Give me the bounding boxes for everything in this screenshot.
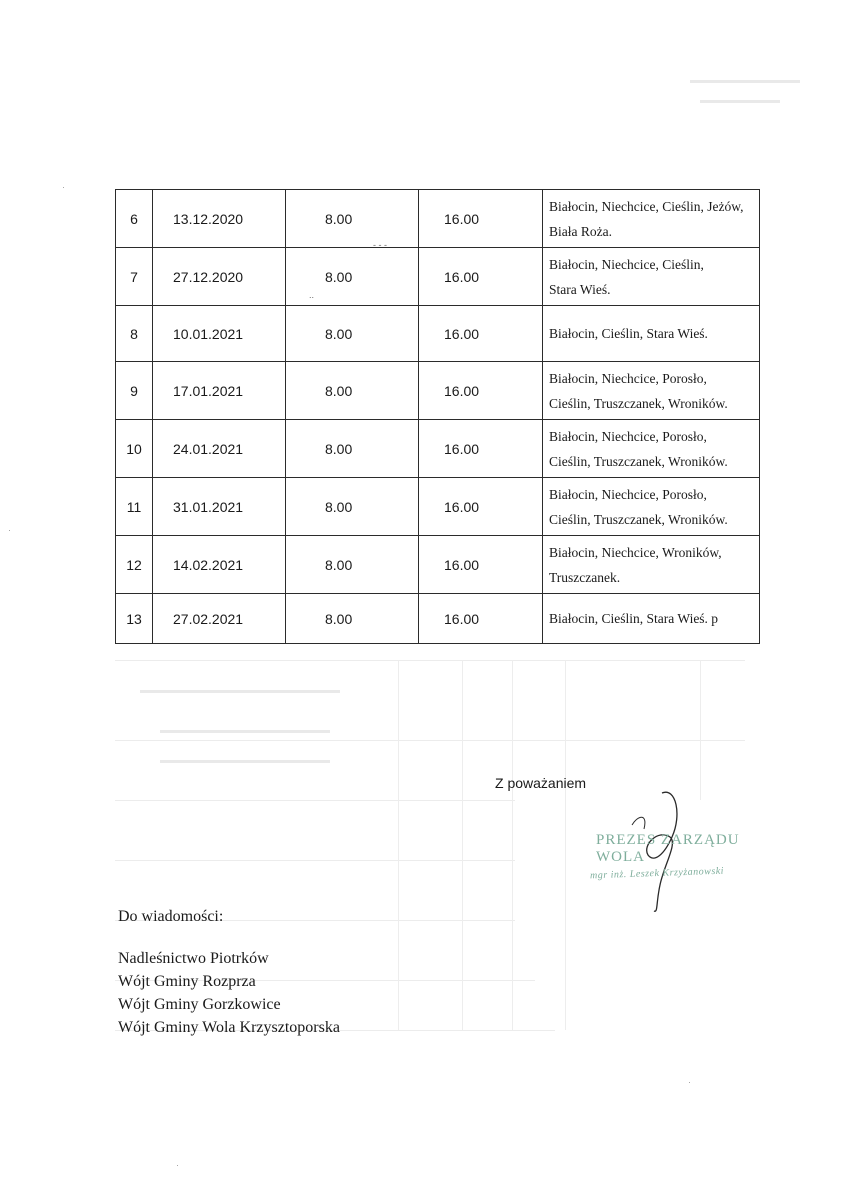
row-date: 17.01.2021 <box>153 362 286 420</box>
table-row <box>116 306 760 362</box>
stray-mark: · <box>8 525 11 535</box>
row-number: 12 <box>116 536 153 594</box>
locations-line-1: Białocin, Niechcice, Wroników, <box>549 544 722 560</box>
row-start-time: 8.00 <box>286 248 419 306</box>
row-number: 6 <box>116 190 153 248</box>
row-locations <box>543 536 760 594</box>
locations-line-2: Truszczanek. <box>549 569 621 585</box>
cc-heading: Do wiadomości: <box>118 908 224 925</box>
bleed-through-mark <box>140 690 340 693</box>
stray-mark: · <box>176 1160 179 1170</box>
row-start-time: 8.00 <box>286 190 419 248</box>
bleed-through-mark <box>160 730 330 733</box>
locations-line-1: Białocin, Cieślin, Stara Wieś. p <box>549 611 719 626</box>
cc-recipient-list <box>118 947 340 1039</box>
stray-mark: · <box>688 1077 691 1087</box>
stray-mark: - - - <box>373 240 387 250</box>
locations-line-1: Białocin, Niechcice, Cieślin, <box>549 256 704 272</box>
bleed-through-mark <box>690 80 800 83</box>
table-row <box>116 248 760 306</box>
row-date: 27.12.2020 <box>153 248 286 306</box>
row-locations <box>543 594 760 644</box>
bleed-through-mark <box>115 740 745 741</box>
row-locations <box>543 362 760 420</box>
closing-phrase: Z poważaniem <box>495 775 587 791</box>
row-end-time: 16.00 <box>419 420 543 478</box>
stray-mark: · <box>62 182 65 192</box>
bleed-through-mark <box>160 760 330 763</box>
row-number: 11 <box>116 478 153 536</box>
stray-mark: .. <box>309 290 315 300</box>
row-number: 7 <box>116 248 153 306</box>
row-start-time: 8.00 <box>286 306 419 362</box>
row-end-time: 16.00 <box>419 190 543 248</box>
locations-line-2: Biała Roża. <box>549 223 612 239</box>
locations-line-1: Białocin, Niechcice, Porosło, <box>549 370 707 386</box>
table-row <box>116 594 760 644</box>
row-end-time: 16.00 <box>419 536 543 594</box>
locations-line-1: Białocin, Cieślin, Stara Wieś. <box>549 326 708 341</box>
locations-line-2: Cieślin, Truszczanek, Wroników. <box>549 395 728 411</box>
locations-line-1: Białocin, Niechcice, Porosło, <box>549 428 707 444</box>
stamp-title: PREZES ZARZĄDU WOLA <box>596 832 740 865</box>
bleed-through-mark <box>115 660 745 661</box>
bleed-through-mark <box>512 660 513 1030</box>
bleed-through-mark <box>115 860 515 861</box>
cc-recipient: Wójt Gminy Rozprza <box>118 973 256 990</box>
row-number: 13 <box>116 594 153 644</box>
row-date: 10.01.2021 <box>153 306 286 362</box>
table-row <box>116 536 760 594</box>
locations-line-2: Stara Wieś. <box>549 281 611 297</box>
row-start-time: 8.00 <box>286 536 419 594</box>
table-row <box>116 478 760 536</box>
row-date: 24.01.2021 <box>153 420 286 478</box>
locations-line-1: Białocin, Niechcice, Porosło, <box>549 486 707 502</box>
cc-recipient: Wójt Gminy Wola Krzysztoporska <box>118 1019 340 1036</box>
cc-recipient: Wójt Gminy Gorzkowice <box>118 996 281 1013</box>
row-date: 14.02.2021 <box>153 536 286 594</box>
bleed-through-mark <box>398 660 399 1030</box>
row-locations <box>543 306 760 362</box>
locations-line-1: Białocin, Niechcice, Cieślin, Jeżów, <box>549 198 744 214</box>
stamp-name: mgr inż. Leszek Krzyżanowski <box>589 865 725 882</box>
row-start-time: 8.00 <box>286 594 419 644</box>
row-locations <box>543 248 760 306</box>
cc-recipient: Nadleśnictwo Piotrków <box>118 950 269 967</box>
row-locations <box>543 420 760 478</box>
row-end-time: 16.00 <box>419 362 543 420</box>
row-date: 27.02.2021 <box>153 594 286 644</box>
bleed-through-mark <box>115 800 515 801</box>
row-number: 8 <box>116 306 153 362</box>
row-end-time: 16.00 <box>419 248 543 306</box>
table-row <box>116 362 760 420</box>
row-locations <box>543 478 760 536</box>
row-start-time: 8.00 <box>286 420 419 478</box>
row-start-time: 8.00 <box>286 362 419 420</box>
row-number: 9 <box>116 362 153 420</box>
company-stamp <box>588 828 748 898</box>
bleed-through-mark <box>700 100 780 103</box>
row-number: 10 <box>116 420 153 478</box>
row-date: 13.12.2020 <box>153 190 286 248</box>
locations-line-2: Cieślin, Truszczanek, Wroników. <box>549 453 728 469</box>
bleed-through-mark <box>700 660 701 800</box>
row-end-time: 16.00 <box>419 478 543 536</box>
row-date: 31.01.2021 <box>153 478 286 536</box>
table-row <box>116 420 760 478</box>
row-start-time: 8.00 <box>286 478 419 536</box>
bleed-through-mark <box>462 660 463 1030</box>
row-locations <box>543 190 760 248</box>
locations-line-2: Cieślin, Truszczanek, Wroników. <box>549 511 728 527</box>
collection-schedule-table <box>115 189 760 644</box>
row-end-time: 16.00 <box>419 306 543 362</box>
bleed-through-mark <box>565 660 566 1030</box>
row-end-time: 16.00 <box>419 594 543 644</box>
table-row <box>116 190 760 248</box>
